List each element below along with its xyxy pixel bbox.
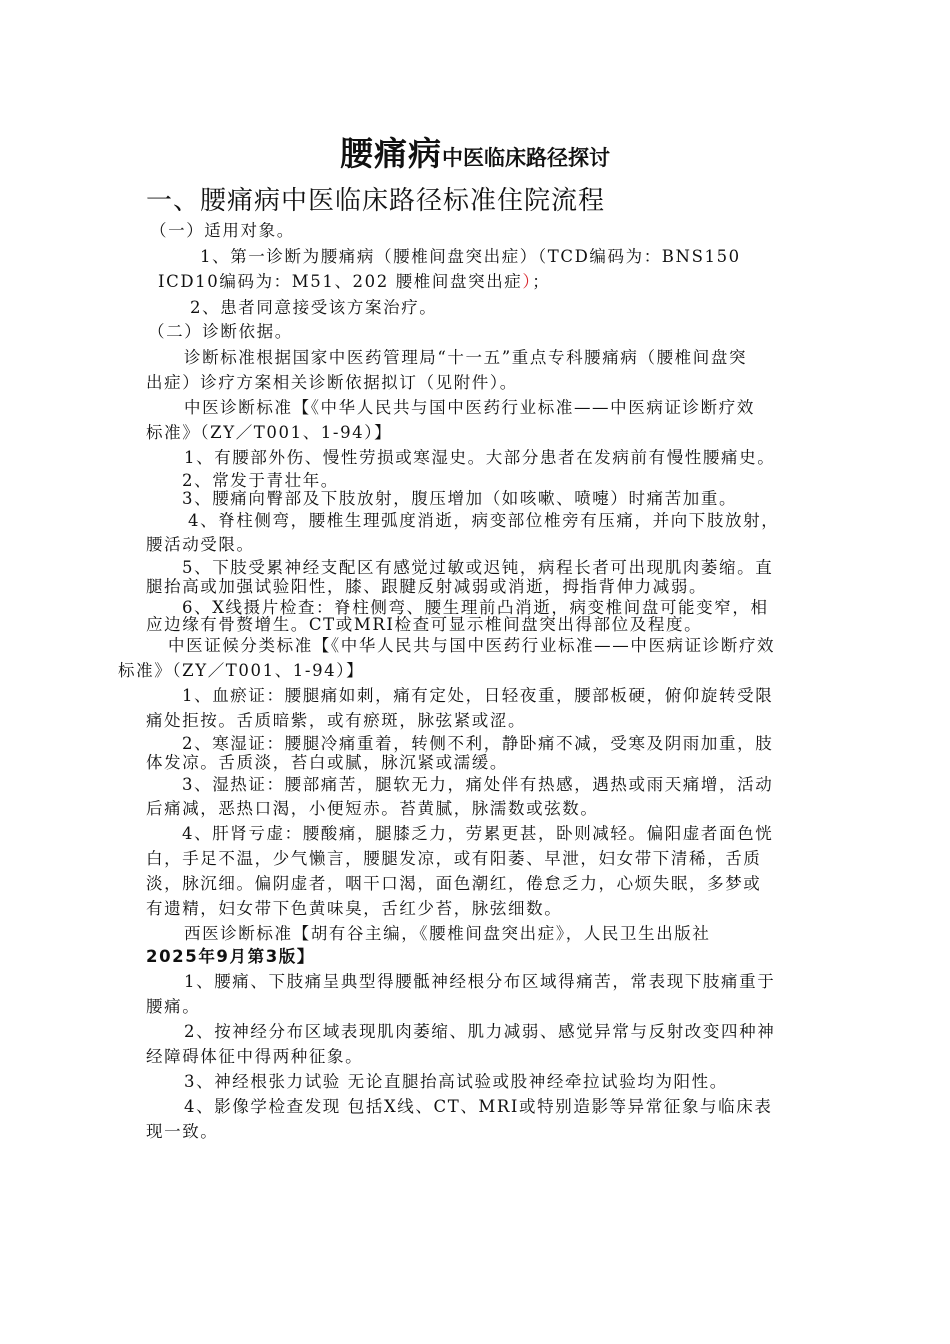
document-title <box>0 128 950 175</box>
paragraph-line: 1、腰痛、下肢痛呈典型得腰骶神经根分布区域得痛苦，常表现下肢痛重于 <box>184 972 776 991</box>
paragraph-line: 出症）诊疗方案相关诊断依据拟订（见附件）。 <box>146 373 518 392</box>
paragraph-line: 后痛减，恶热口渴，小便短赤。苔黄腻，脉濡数或弦数。 <box>146 799 599 818</box>
paragraph-line: 中医证候分类标准【《中华人民共与国中医药行业标准——中医病证诊断疗效 <box>168 636 776 655</box>
paragraph-line <box>158 271 550 293</box>
paragraph-line: 现一致。 <box>146 1122 219 1141</box>
paragraph-line: 2、常发于青壮年。 <box>182 471 339 490</box>
paragraph-line: 淡，脉沉细。偏阴虚者，咽干口渴，面色潮红，倦怠乏力，心烦失眠，多梦或 <box>146 874 762 893</box>
title-main: 腰痛病 <box>340 134 442 173</box>
paragraph-line: 1、第一诊断为腰痛病（腰椎间盘突出症）（TCD编码为：BNS150 <box>200 247 741 266</box>
paragraph-line: 应边缘有骨赘增生。CT或MRI检查可显示椎间盘突出得部位及程度。 <box>146 615 703 634</box>
paragraph-line: 2、按神经分布区域表现肌肉萎缩、肌力减弱、感觉异常与反射改变四种神 <box>184 1022 776 1041</box>
paragraph-line: 3、神经根张力试验 无论直腿抬高试验或股神经牵拉试验均为阳性。 <box>184 1072 728 1091</box>
paragraph-line: 3、腰痛向臀部及下肢放射，腹压增加（如咳嗽、喷嚏）时痛苦加重。 <box>182 489 738 508</box>
paragraph-line: 腿抬高或加强试验阳性，膝、跟腱反射减弱或消逝，拇指背伸力减弱。 <box>146 577 708 596</box>
paragraph-line: 4、肝肾亏虚：腰酸痛，腿膝乏力，劳累更甚，卧则减轻。偏阳虚者面色恍 <box>182 824 774 843</box>
paragraph-line: 2、患者同意接受该方案治疗。 <box>190 298 438 317</box>
paragraph-line: 5、下肢受累神经支配区有感觉过敏或迟钝，病程长者可出现肌肉萎缩。直 <box>182 558 774 577</box>
paragraph-line: 4、影像学检查发现 包括X线、CT、MRI或特别造影等异常征象与临床表 <box>184 1097 773 1116</box>
paragraph-line: 有遗精，妇女带下色黄味臭，舌红少苔，脉弦细数。 <box>146 899 563 918</box>
paragraph-line: 体发凉。舌质淡，苔白或腻，脉沉紧或濡缓。 <box>146 753 508 772</box>
paragraph-line: 经障碍体征中得两种征象。 <box>146 1047 364 1066</box>
text-span: ； <box>532 272 551 291</box>
text-span: ICD10编码为：M51、202 腰椎间盘突出症 <box>158 272 523 291</box>
section-heading: 一、腰痛病中医临床路径标准住院流程 <box>146 186 606 216</box>
subsection-heading: （二）诊断依据。 <box>148 322 293 341</box>
paragraph-line: 标准》（ZY／T001、1-94）】 <box>146 423 393 442</box>
paragraph-line: 腰活动受限。 <box>146 535 255 554</box>
paragraph-line: 1、有腰部外伤、慢性劳损或寒湿史。大部分患者在发病前有慢性腰痛史。 <box>184 448 776 467</box>
paragraph-line: 4、脊柱侧弯，腰椎生理弧度消逝，病变部位椎旁有压痛，并向下肢放射， <box>188 511 780 530</box>
paragraph-line: 2、寒湿证：腰腿冷痛重着，转侧不利，静卧痛不减，受寒及阴雨加重，肢 <box>182 734 774 753</box>
subsection-heading: （一）适用对象。 <box>150 221 295 240</box>
paragraph-line: 6、X线摄片检查：脊柱侧弯、腰生理前凸消逝，病变椎间盘可能变窄，相 <box>182 598 769 617</box>
paragraph-line: 腰痛。 <box>146 997 201 1016</box>
paragraph-line: 白，手足不温，少气懒言，腰腿发凉，或有阳萎、早泄，妇女带下清稀，舌质 <box>146 849 762 868</box>
paragraph-line: 3、湿热证：腰部痛苦，腿软无力，痛处伴有热感，遇热或雨天痛增，活动 <box>182 775 774 794</box>
title-sub: 中医临床路径探讨 <box>442 146 610 170</box>
paragraph-line: 诊断标准根据国家中医药管理局“十一五”重点专科腰痛病（腰椎间盘突 <box>184 348 748 367</box>
paragraph-line: 痛处拒按。舌质暗紫，或有瘀斑，脉弦紧或涩。 <box>146 711 527 730</box>
red-bracket: ） <box>522 272 533 291</box>
paragraph-line: 2025年9月第3版】 <box>146 947 315 966</box>
paragraph-line: 中医诊断标准【《中华人民共与国中医药行业标准——中医病证诊断疗效 <box>184 398 755 417</box>
paragraph-line: 标准》（ZY／T001、1-94）】 <box>118 661 365 680</box>
paragraph-line: 西医诊断标准【胡有谷主编，《腰椎间盘突出症》，人民卫生出版社 <box>184 924 711 943</box>
paragraph-line: 1、血瘀证：腰腿痛如刺，痛有定处，日轻夜重，腰部板硬，俯仰旋转受限 <box>182 686 774 705</box>
